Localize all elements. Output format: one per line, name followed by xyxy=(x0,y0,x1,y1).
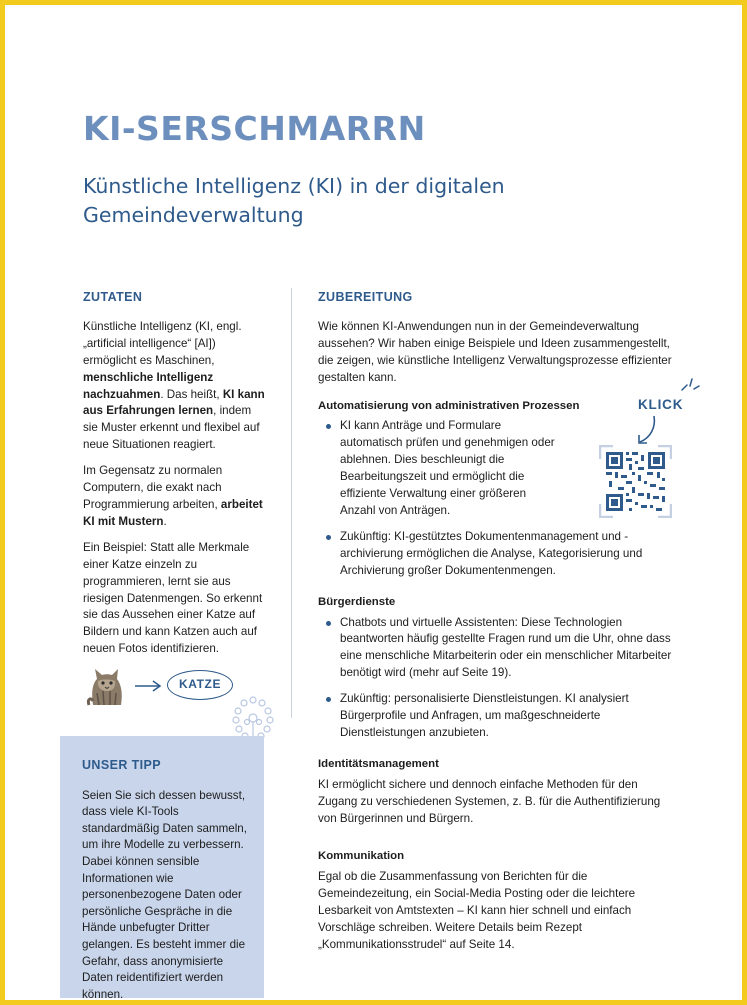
klick-rays-icon xyxy=(678,376,700,396)
zutaten-heading: ZUTATEN xyxy=(83,290,143,304)
page-subtitle: Künstliche Intelligenz (KI) in der digitalen Gemeindeverwaltung xyxy=(83,174,505,227)
p1-text-e: , indem sie Muster erkennt und flexibel auf neue Situationen reagiert. xyxy=(83,404,260,452)
section-heading: Automatisierung von administrativen Prozessen xyxy=(318,399,580,412)
zutaten-column xyxy=(83,289,268,667)
list-item: KI kann Anträge und Formulare automatisch prüfen und genehmigen oder ablehnen. Dies beschleunigt die Bearbeitungszeit und ermöglicht die effiziente Verwaltung einer größeren Anzahl von Anträgen. xyxy=(318,418,555,519)
zutaten-paragraph-1 xyxy=(83,319,268,454)
zutaten-paragraph-2 xyxy=(83,463,268,531)
section-identitaetsmanagement xyxy=(318,756,673,828)
p2-text-c: . xyxy=(163,514,167,528)
tipp-heading: UNSER TIPP xyxy=(82,758,162,772)
bullet-list xyxy=(318,615,673,742)
column-divider xyxy=(291,288,292,718)
katze-label: KATZE xyxy=(167,670,233,700)
p2-bold-b: arbeitet KI mit Mustern xyxy=(83,497,263,528)
section-text: Egal ob die Zusammenfassung von Berichten für die Gemeindezeitung, ein Social-Media Posting oder die leichtere Lesbarkeit von Amtstexten – KI kann hier schnell und einfach Vorschläge schreiben. Weitere Details beim Rezept „Kommunikationsstrudel“ auf Seite 14. xyxy=(318,870,636,951)
curved-arrow-icon xyxy=(634,414,660,446)
section-kommunikation xyxy=(318,848,673,953)
zubereitung-intro: Wie können KI-Anwendungen nun in der Gemeindeverwaltung aussehen? Wir haben einige Beispiele und Ideen zusammengestellt, die zeigen, wie künstliche Intelligenz Verwaltungsprozesse effizienter gestalten kann. xyxy=(318,319,672,384)
list-item: Zukünftig: KI-gestütztes Dokumentenmanagement und -archivierung ermöglichen die Analyse, Kategorisierung und Archivierung großer Dokumentenmengen. xyxy=(318,529,673,580)
list-item: Zukünftig: personalisierte Dienstleistungen. KI analysiert Bürgerprofile und Anfragen, um maßgeschneiderte Dienstleistungen anzubieten. xyxy=(318,691,673,742)
p1-text-c: . Das heißt, xyxy=(160,387,223,401)
cat-photo xyxy=(83,661,131,709)
klick-label: KLICK xyxy=(638,397,684,412)
zubereitung-column xyxy=(318,289,673,963)
list-item: Chatbots und virtuelle Assistenten: Diese Technologien beantworten häufig gestellte Fragen rund um die Uhr, ohne dass eine menschliche Mitarbeiterin oder ein menschlicher Mitarbeiter benötigt wird (mehr auf Seite 19). xyxy=(318,615,673,683)
section-heading: Identitätsmanagement xyxy=(318,757,439,770)
page-title: KI-SERSCHMARRN xyxy=(83,109,426,148)
zutaten-paragraph-3: Ein Beispiel: Statt alle Merkmale einer Katze einzeln zu programmieren, lernt sie aus riesigen Datenmengen. So erkennt sie das Aussehen einer Katze auf Bildern und kann Katzen auch auf neuen Fotos identifizieren. xyxy=(83,540,263,656)
section-heading: Bürgerdienste xyxy=(318,595,396,608)
tipp-box xyxy=(60,736,264,1001)
qr-code[interactable] xyxy=(599,445,672,518)
section-buergerdienste xyxy=(318,594,673,742)
p1-bold-d: KI kann aus Erfahrungen lernen xyxy=(83,387,265,418)
section-heading: Kommunikation xyxy=(318,850,405,863)
p1-bold-b: menschliche Intelligenz nachzuahmen xyxy=(83,370,214,401)
tipp-text: Seien Sie sich dessen bewusst, dass viele KI-Tools standardmäßig Daten sammeln, um ihre Modelle zu verbessern. Dabei können sensible Informationen wie personenbezogene Daten oder persönliche Gespräche in die Hände unbefugter Dritter gelangen. Es besteht immer die Gefahr, dass anonymisierte Daten reidentifiziert werden können. xyxy=(82,788,247,1001)
zubereitung-heading: ZUBEREITUNG xyxy=(318,290,413,304)
p2-text-a: Im Gegensatz zu normalen Computern, die exakt nach Programmierung arbeiten, xyxy=(83,464,223,511)
section-text: KI ermöglicht sichere und dennoch einfache Methoden für den Zugang zu verschiedenen Systemen, z. B. für die Authentifizierung von Bürgerinnen und Bürgern. xyxy=(318,777,661,825)
p1-text-a: Künstliche Intelligenz (KI, engl. „artificial intelligence“ [AI]) ermöglicht es Maschinen, xyxy=(83,319,242,367)
